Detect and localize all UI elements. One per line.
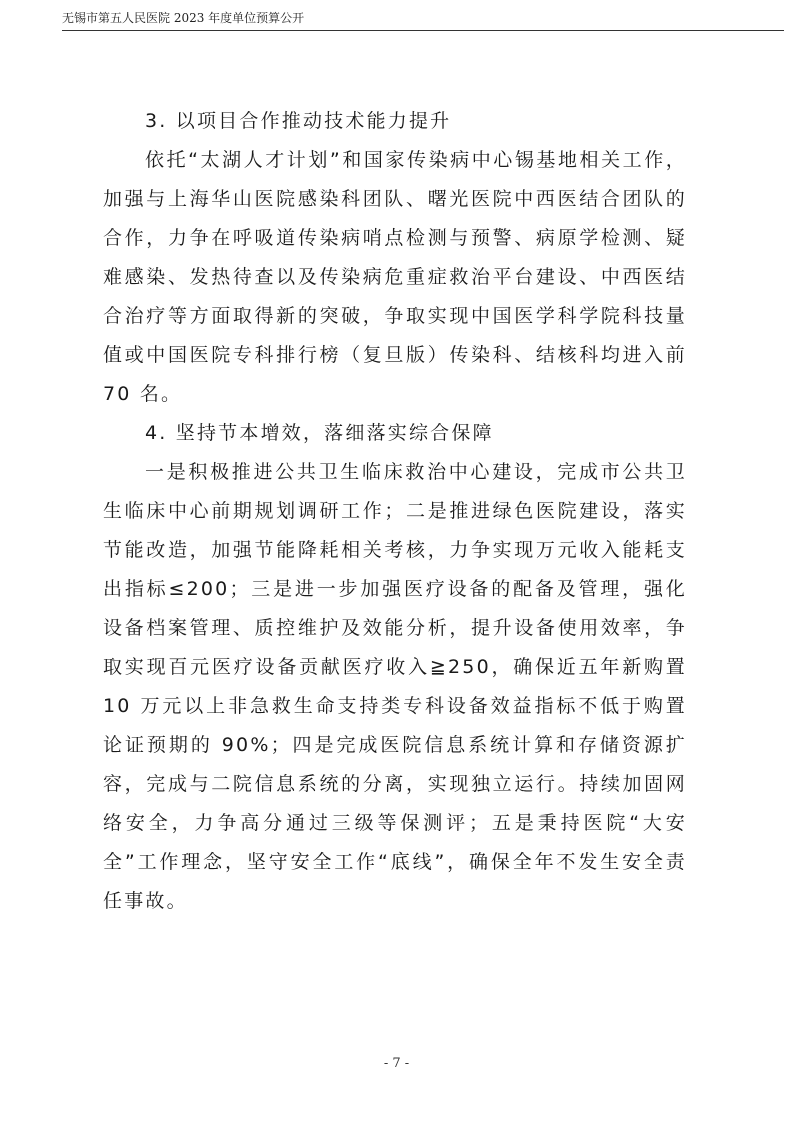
section-paragraph-3: 依托“太湖人才计划”和国家传染病中心锡基地相关工作，加强与上海华山医院感染科团队、曙光医院中西医结合团队的合作，力争在呼吸道传染病哨点检测与预警、病原学检测、疑难感染、发热待查以及传染病危重症救治平台建设、中西医结合治疗等方面取得新的突破，争取实现中国医学科学院科技量值或中国医院专科排行榜（复旦版）传染科、结核科均进入前 70 名。 — [103, 149, 687, 405]
page-header — [62, 8, 784, 31]
page-number: - 7 - — [383, 1056, 410, 1071]
section-heading-3: 3. 以项目合作推动技术能力提升 — [145, 110, 452, 132]
section-paragraph-4: 一是积极推进公共卫生临床救治中心建设，完成市公共卫生临床中心前期规划调研工作；二是推进绿色医院建设，落实节能改造，加强节能降耗相关考核，力争实现万元收入能耗支出指标≤200；三是进一步加强医疗设备的配备及管理，强化设备档案管理、质控维护及效能分析，提升设备使用效率，争取实现百元医疗设备贡献医疗收入≧250，确保近五年新购置 10 万元以上非急救生命支持类专科设备效益指标不低于购置论证预期的 90%；四是完成医院信息系统计算和存储资源扩容，完成与二院信息系统的分离，实现独立运行。持续加固网络安全，力争高分通过三级等保测评；五是秉持医院“大安全”工作理念，坚守安全工作“底线”，确保全年不发生安全责任事故。 — [103, 461, 687, 912]
section-heading-4: 4. 坚持节本增效，落细落实综合保障 — [145, 422, 494, 444]
document-body — [103, 102, 687, 921]
header-title: 无锡市第五人民医院 2023 年度单位预算公开 — [62, 11, 305, 25]
